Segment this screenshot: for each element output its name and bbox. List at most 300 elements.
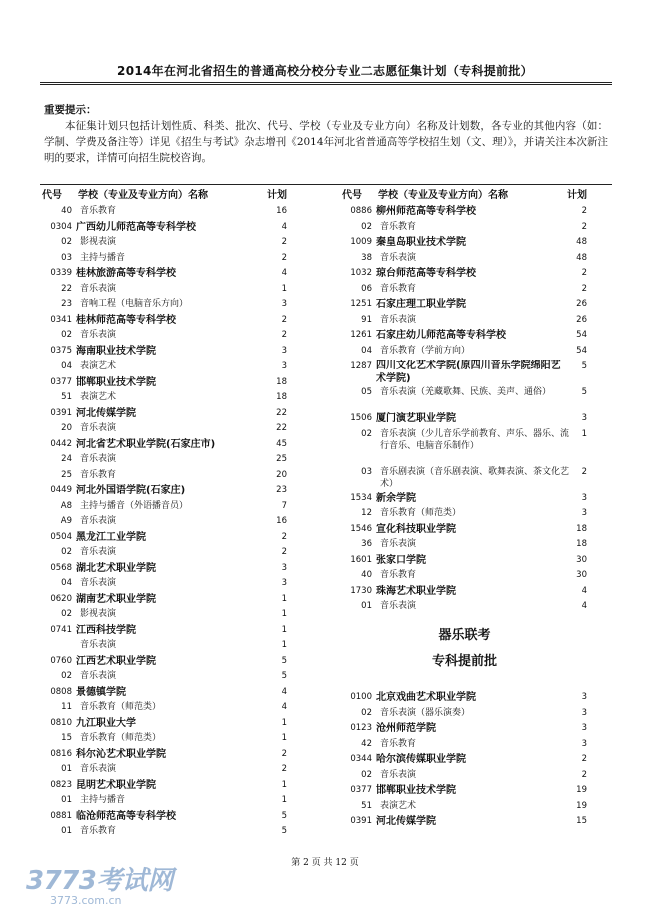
row-code: 0391 [350,816,372,826]
row-code: 1506 [350,413,372,423]
school-row [342,297,587,313]
row-name: 音乐剧表演（音乐剧表演、歌舞表演、茶文化艺术） [380,466,570,489]
row-plan: 1 [281,624,287,635]
row-plan: 2 [281,330,287,340]
notice-body: 本征集计划只包括计划性质、科类、批次、代号、学校（专业及专业方向）名称及计划数，各专业的其他内容（如：学制、学费及备注等）详见《招生与考试》杂志增刊《2014年河北省普通高等学校招生划（文、理）》，并请关注本次新注明的要求，详情可向招生院校咨询。 [44,120,608,164]
major-row [42,468,287,484]
major-row [342,385,587,411]
row-plan: 3 [281,345,287,356]
school-row [342,522,587,538]
row-plan: 23 [276,485,287,495]
row-code: 0123 [350,723,372,733]
row-name: 河北传媒学院 [76,407,136,419]
row-plan: 2 [281,237,287,247]
row-code: 0741 [50,624,72,635]
row-code: 0391 [50,407,72,418]
school-row [342,266,587,282]
school-row [42,220,287,236]
row-name: 音乐教育 [80,826,117,836]
row-name: 主持与播音 [80,252,126,263]
title-rule-top [40,82,612,83]
left-rows [42,204,287,840]
right-rows [342,204,587,615]
row-code: 02 [361,221,372,232]
row-plan: 16 [276,516,287,526]
major-row [342,768,587,784]
row-code: 23 [61,299,72,309]
row-plan: 2 [281,252,287,263]
row-code: 01 [61,764,72,774]
row-code: 0808 [50,686,72,697]
row-code: 20 [61,423,72,433]
row-plan: 2 [581,206,587,216]
row-plan: 1 [581,428,587,439]
row-plan: 20 [276,469,287,480]
notice-box [40,102,612,178]
school-row [42,483,287,499]
row-name: 主持与播音（外语播音员） [80,500,189,511]
row-name: 音乐表演（少儿音乐学前教育、声乐、器乐、流行音乐、电脑音乐制作） [380,428,570,451]
row-code: 1009 [350,237,372,247]
row-name: 张家口学院 [376,554,426,566]
row-code: 02 [361,769,372,780]
major-row [342,506,587,522]
row-code: 02 [61,330,72,340]
row-code: 24 [61,454,72,464]
row-code: 0344 [350,754,372,764]
row-code: 0377 [50,376,72,387]
row-plan: 30 [576,554,587,565]
row-name: 音乐教育（师范类） [80,733,162,743]
row-name: 音乐表演 [380,314,417,325]
major-row [342,737,587,753]
row-code: 42 [361,738,372,749]
notice-rule [40,184,612,185]
school-row [342,690,587,706]
row-plan: 1 [281,640,287,650]
row-code: 01 [361,601,372,611]
row-name: 音乐教育（师范类） [80,702,162,712]
row-code: 01 [61,826,72,836]
row-plan: 30 [576,570,587,580]
row-name: 河北传媒学院 [376,816,436,827]
row-code: 0881 [50,810,72,821]
row-plan: 25 [276,454,287,464]
right-column [342,186,587,615]
row-code: 02 [61,547,72,557]
row-name: 音乐教育（学前方向） [380,345,471,356]
row-name: 珠海艺术职业学院 [376,585,456,597]
row-code: 91 [361,314,372,325]
major-row [342,799,587,815]
major-row [342,251,587,267]
row-name: 音乐表演 [80,423,117,433]
major-row [342,282,587,298]
row-code: 06 [361,283,372,294]
major-row [42,251,287,267]
row-name: 海南职业技术学院 [76,345,156,357]
header-code: 代号 [342,190,362,201]
row-name: 音乐表演 [380,769,417,780]
major-row [42,499,287,515]
header-name: 学校（专业及专业方向）名称 [78,190,208,201]
row-code: 0823 [50,779,72,790]
row-name: 桂林师范高等专科学校 [76,314,176,326]
major-row [42,390,287,406]
school-row [342,359,587,385]
header-plan: 计划 [267,190,287,201]
row-plan: 26 [576,299,587,309]
row-plan: 2 [581,268,587,278]
row-name: 临沧师范高等专科学校 [76,810,176,822]
major-row [42,297,287,313]
row-plan: 2 [281,531,287,542]
row-name: 影视表演 [80,609,117,619]
row-name: 石家庄理工职业学院 [376,299,466,310]
major-row [342,465,587,491]
school-row [42,266,287,282]
row-name: 音乐表演 [80,671,117,681]
major-row [342,220,587,236]
row-code: 02 [61,609,72,619]
row-plan: 19 [576,800,587,811]
row-name: 表演艺术 [80,361,117,371]
page-title: 2014年在河北省招生的普通高校分校分专业二志愿征集计划（专科提前批） [117,64,533,78]
school-row [342,584,587,600]
row-name: 音乐教育（师范类） [380,508,462,518]
row-plan: 3 [281,578,287,588]
row-code: 01 [61,795,72,805]
row-name: 音乐表演 [380,539,417,549]
school-row [42,592,287,608]
row-code: 02 [61,671,72,681]
row-plan: 16 [276,206,287,216]
row-plan: 3 [581,413,587,423]
row-plan: 3 [281,299,287,309]
school-row [42,344,287,360]
row-plan: 48 [576,237,587,247]
major-row [42,282,287,298]
major-row [342,599,587,615]
row-code: 1546 [350,523,372,534]
site-watermark [26,860,196,910]
row-name: 江西科技学院 [76,624,136,636]
row-name: 湖北艺术职业学院 [76,562,156,574]
row-name: 桂林旅游高等专科学校 [76,268,176,279]
row-name: 音乐表演 [80,330,117,340]
row-plan: 48 [576,252,587,263]
row-name: 哈尔滨传媒职业学院 [376,754,466,765]
major-row [42,235,287,251]
row-name: 柳州师范高等专科学校 [376,206,476,217]
right-rows-2 [342,690,587,830]
row-plan: 1 [281,733,287,743]
row-plan: 1 [281,717,287,728]
row-code: 0810 [50,717,72,728]
column-header [342,186,587,204]
row-name: 科尔沁艺术职业学院 [76,748,166,760]
row-name: 景德镇学院 [76,686,126,698]
row-code: A9 [60,516,72,526]
watermark-logo: 3773考试网 [26,866,173,896]
row-plan: 15 [576,816,587,826]
row-code: 0816 [50,748,72,759]
row-code: 51 [61,392,72,402]
major-row [42,545,287,561]
row-name: 音乐教育 [380,283,417,294]
row-code: 11 [61,702,72,712]
row-plan: 18 [576,523,587,534]
row-name: 北京戏曲艺术职业学院 [376,692,476,703]
row-code: 02 [361,707,372,718]
school-row [42,375,287,391]
major-row [342,706,587,722]
row-plan: 3 [281,562,287,573]
school-row [342,783,587,799]
school-row [42,747,287,763]
major-row [42,328,287,344]
row-name: 音乐表演 [80,640,117,650]
row-code: 0442 [50,438,72,449]
header-code: 代号 [42,190,62,201]
major-row [42,359,287,375]
row-plan: 2 [581,754,587,764]
row-code: 0377 [350,785,372,795]
row-plan: 2 [581,221,587,232]
section-title-1: 器乐联考 [438,628,491,643]
row-name: 石家庄幼儿师范高等专科学校 [376,330,506,341]
row-name: 音乐教育 [80,206,117,216]
school-row [342,491,587,507]
row-plan: 3 [581,707,587,718]
row-plan: 4 [281,268,287,278]
row-name: 表演艺术 [380,800,417,811]
school-row [42,685,287,701]
major-row [42,762,287,778]
row-name: 宣化科技职业学院 [376,523,456,535]
row-name: 表演艺术 [80,392,117,402]
row-code: 1601 [350,554,372,565]
row-name: 音乐表演 [80,283,117,294]
row-code: 04 [361,345,372,356]
row-name: 音响工程（电脑音乐方向） [80,299,189,309]
row-code: 0449 [50,485,72,495]
row-name: 音乐表演 [380,601,417,611]
row-name: 河北省艺术职业学院(石家庄市) [76,438,216,450]
major-row [342,537,587,553]
row-name: 沧州师范学院 [376,723,436,734]
row-plan: 18 [276,376,287,387]
row-plan: 2 [281,314,287,325]
row-plan: 54 [576,345,587,356]
row-plan: 22 [276,423,287,433]
row-name: 邯郸职业技术学院 [76,376,156,388]
row-plan: 19 [576,785,587,795]
row-code: 0100 [350,692,372,702]
major-row [42,607,287,623]
row-code: 40 [361,570,372,580]
row-plan: 2 [581,769,587,780]
major-row [42,700,287,716]
row-plan: 2 [281,748,287,759]
row-plan: 3 [581,508,587,518]
row-name: 音乐表演 [80,516,117,526]
row-code: 0620 [50,593,72,604]
row-name: 音乐教育 [380,738,417,749]
row-name: 四川文化艺术学院(原四川音乐学院绵阳艺术学院) [376,360,561,384]
row-code: 1534 [350,492,372,503]
row-code: 0568 [50,562,72,573]
row-plan: 5 [581,387,587,397]
row-name: 邯郸职业技术学院 [376,785,456,796]
row-code: 04 [61,578,72,588]
school-row [342,204,587,220]
row-plan: 54 [576,330,587,340]
row-name: 音乐教育 [80,469,117,480]
row-name: 音乐表演（羌藏歌舞、民族、美声、通俗） [380,387,552,397]
row-name: 厦门演艺职业学院 [376,413,456,424]
row-plan: 2 [281,547,287,557]
row-plan: 3 [581,492,587,503]
major-row [42,793,287,809]
row-plan: 3 [581,692,587,702]
row-code: 03 [61,252,72,263]
watermark-url: 3773.com.cn [50,894,122,907]
row-code: 25 [61,469,72,480]
row-code: 12 [361,508,372,518]
row-plan: 2 [281,764,287,774]
left-column [42,186,287,840]
row-name: 音乐教育 [380,570,417,580]
school-row [342,553,587,569]
row-code: 0341 [50,314,72,325]
row-name: 音乐表演（器乐演奏） [380,707,471,718]
row-plan: 4 [281,702,287,712]
page-footer: 第 2 页 共 12 页 [291,858,359,868]
row-plan: 7 [281,500,287,511]
row-plan: 5 [281,671,287,681]
row-plan: 18 [576,539,587,549]
row-code: 0504 [50,531,72,542]
header-plan: 计划 [567,190,587,201]
school-row [42,530,287,546]
school-row [342,411,587,427]
row-code: A8 [60,500,72,511]
row-plan: 4 [281,221,287,232]
notice-heading: 重要提示： [44,104,97,116]
school-row [342,235,587,251]
major-row [42,421,287,437]
school-row [42,561,287,577]
row-code: 0760 [50,655,72,666]
row-name: 音乐教育 [380,221,417,232]
row-code: 1287 [350,361,372,371]
row-plan: 3 [581,738,587,749]
header-name: 学校（专业及专业方向）名称 [378,190,508,201]
row-plan: 1 [281,593,287,604]
row-plan: 26 [576,314,587,325]
row-code: 04 [61,361,72,371]
school-row [42,778,287,794]
right-column-2 [342,690,587,830]
row-plan: 45 [276,438,287,449]
row-plan: 5 [281,826,287,836]
row-plan: 5 [581,361,587,371]
school-row [42,716,287,732]
school-row [342,721,587,737]
row-code: 40 [61,206,72,216]
row-code: 0304 [50,221,72,232]
row-name: 音乐表演 [80,547,117,557]
school-row [342,328,587,344]
row-name: 音乐表演 [380,252,417,263]
row-name: 湖南艺术职业学院 [76,593,156,605]
row-code: 02 [361,428,372,439]
row-code: 1251 [350,299,372,309]
major-row [342,568,587,584]
row-name: 广西幼儿师范高等专科学校 [76,221,196,233]
row-code: 1032 [350,268,372,278]
school-row [42,437,287,453]
school-row [42,623,287,639]
major-row [42,452,287,468]
row-code: 05 [361,387,372,397]
row-code: 03 [361,466,372,477]
row-name: 影视表演 [80,237,117,247]
row-plan: 1 [281,609,287,619]
row-name: 九江职业大学 [76,717,136,729]
school-row [342,752,587,768]
row-name: 琼台师范高等专科学校 [376,268,476,279]
row-plan: 4 [581,601,587,611]
row-code: 38 [361,252,372,263]
school-row [42,313,287,329]
major-row [42,638,287,654]
row-code: 0375 [50,345,72,356]
major-row [342,344,587,360]
row-code: 0339 [50,268,72,278]
school-row [42,406,287,422]
row-name: 江西艺术职业学院 [76,655,156,667]
row-name: 昆明艺术职业学院 [76,779,156,791]
row-name: 秦皇岛职业技术学院 [376,237,466,248]
row-name: 音乐表演 [80,764,117,774]
major-row [42,576,287,592]
school-row [42,654,287,670]
row-plan: 1 [281,795,287,805]
row-name: 新余学院 [376,492,416,504]
row-code: 02 [61,237,72,247]
row-plan: 1 [281,779,287,790]
row-code: 15 [61,733,72,743]
row-plan: 5 [281,655,287,666]
row-plan: 4 [581,585,587,596]
row-plan: 3 [581,723,587,733]
school-row [342,814,587,830]
row-name: 音乐表演 [80,578,117,588]
row-name: 音乐表演 [80,454,117,464]
major-row [342,313,587,329]
row-code: 51 [361,800,372,811]
major-row [42,669,287,685]
major-row [42,731,287,747]
row-plan: 3 [281,361,287,371]
row-plan: 18 [276,392,287,402]
row-code: 1261 [350,330,372,340]
row-plan: 4 [281,686,287,697]
major-row [42,204,287,220]
row-plan: 1 [281,283,287,294]
